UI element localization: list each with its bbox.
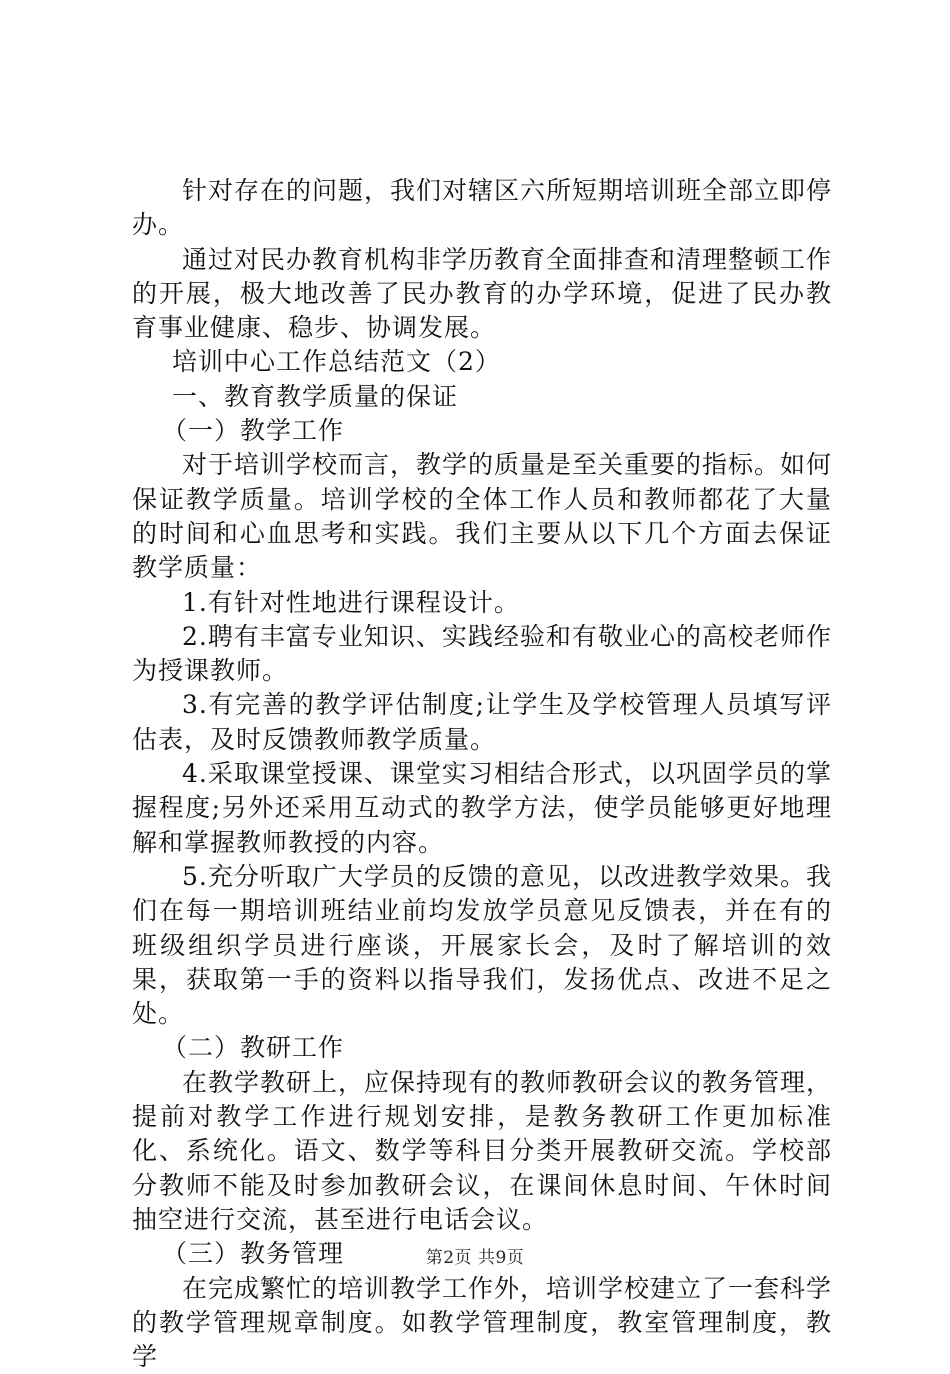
document-body <box>132 174 832 1374</box>
list-item-5: 5.充分听取广大学员的反馈的意见，以改进教学效果。我们在每一期培训班结业前均发放学员意见反馈表，并在有的班级组织学员进行座谈，开展家长会，及时了解培训的效果，获取第一手的资料以指导我们，发扬优点、改进不足之处。 <box>132 860 832 1031</box>
heading-teaching-research: （二）教研工作 <box>132 1031 832 1065</box>
page-footer: 第2页 共9页 <box>0 1243 950 1268</box>
list-item-2: 2.聘有丰富专业知识、实践经验和有敬业心的高校老师作为授课教师。 <box>132 620 832 689</box>
paragraph-rectification-result: 通过对民办教育机构非学历教育全面排查和清理整顿工作的开展，极大地改善了民办教育的办学环境，促进了民办教育事业健康、稳步、协调发展。 <box>132 243 832 346</box>
paragraph-stop-classes: 针对存在的问题，我们对辖区六所短期培训班全部立即停办。 <box>132 174 832 243</box>
paragraph-academic-affairs: 在完成繁忙的培训教学工作外，培训学校建立了一套科学的教学管理规章制度。如教学管理制度，教室管理制度，教学 <box>132 1272 832 1374</box>
heading-quality-assurance: 一、教育教学质量的保证 <box>132 380 832 414</box>
paragraph-teaching-research: 在教学教研上，应保持现有的教师教研会议的教务管理，提前对教学工作进行规划安排，是教务教研工作更加标准化、系统化。语文、数学等科目分类开展教研交流。学校部分教师不能及时参加教研会议，在课间休息时间、午休时间抽空进行交流，甚至进行电话会议。 <box>132 1066 832 1237</box>
heading-academic-affairs: （三）教务管理 <box>132 1237 832 1271</box>
heading-teaching-work: （一）教学工作 <box>132 414 832 448</box>
list-item-1: 1.有针对性地进行课程设计。 <box>132 586 832 620</box>
list-item-4: 4.采取课堂授课、课堂实习相结合形式，以巩固学员的掌握程度;另外还采用互动式的教学方法，使学员能够更好地理解和掌握教师教授的内容。 <box>132 757 832 860</box>
list-item-3: 3.有完善的教学评估制度;让学生及学校管理人员填写评估表，及时反馈教师教学质量。 <box>132 688 832 757</box>
paragraph-teaching-quality: 对于培训学校而言，教学的质量是至关重要的指标。如何保证教学质量。培训学校的全体工作人员和教师都花了大量的时间和心血思考和实践。我们主要从以下几个方面去保证教学质量： <box>132 448 832 585</box>
section-title: 培训中心工作总结范文（2） <box>132 345 832 379</box>
